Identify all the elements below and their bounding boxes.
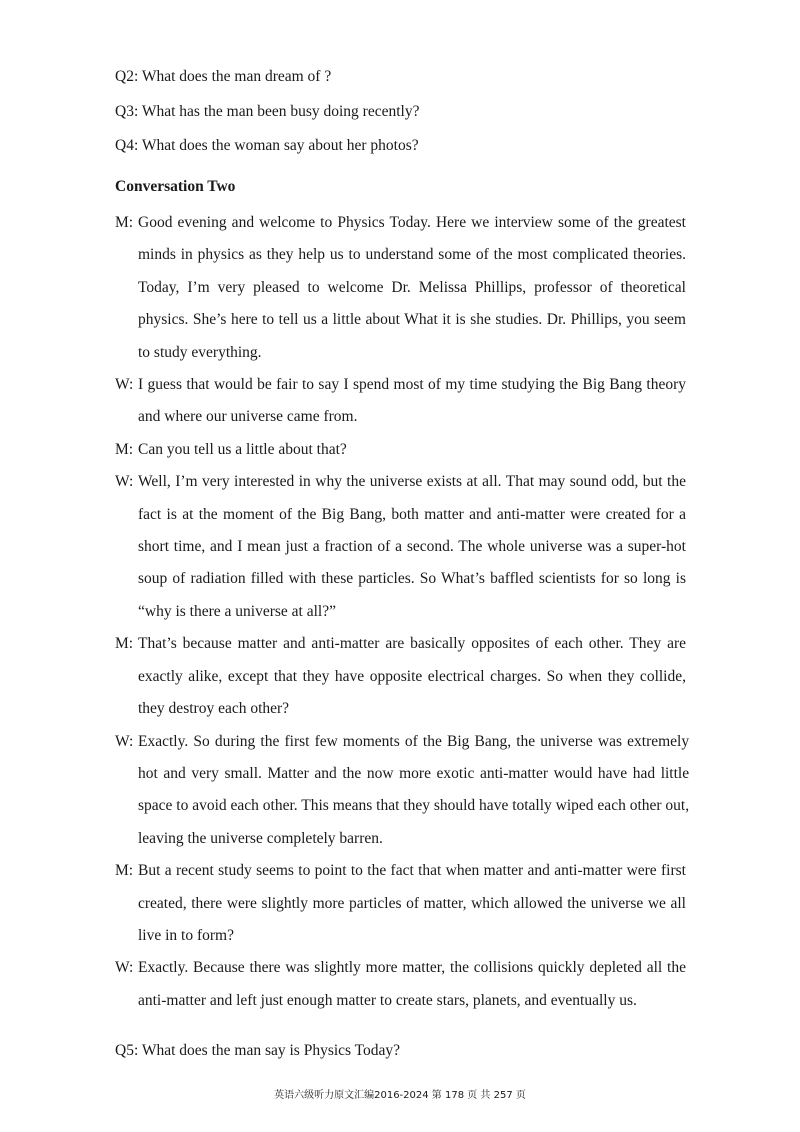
dialogue-line: to study everything. xyxy=(138,343,262,361)
dialogue-text xyxy=(138,369,686,434)
dialogue-line: minds in physics as they help us to understand some of the most complicated theories. xyxy=(138,246,686,264)
dialogue-text xyxy=(138,628,686,725)
question-5: Q5: What does the man say is Physics Today? xyxy=(115,1042,401,1059)
dialogue-line: exactly alike, except that they have opposite electrical charges. So when they collide, xyxy=(138,667,686,685)
dialogue-line: created, there were slightly more particles of matter, which allowed the universe we all xyxy=(138,894,686,912)
speaker-label: M: xyxy=(115,214,134,231)
dialogue-line: they destroy each other? xyxy=(138,700,290,718)
speaker-label: M: xyxy=(115,440,134,458)
dialogue-turn xyxy=(115,726,690,856)
dialogue-line: and where our universe came from. xyxy=(138,408,358,426)
dialogue-text xyxy=(138,207,686,369)
dialogue-line: hot and very small. Matter and the now more exotic anti-matter would have had little xyxy=(138,764,690,782)
section-heading: Conversation Two xyxy=(115,178,236,195)
speaker-label: W: xyxy=(115,376,134,394)
dialogue-line: “why is there a universe at all?” xyxy=(138,602,336,620)
dialogue-line: physics. She’s here to tell us a little about What it is she studies. Dr. Phillips, you seem xyxy=(138,311,686,329)
dialogue-line: soup of radiation filled with these particles. So What’s baffled scientists for so long is xyxy=(138,570,686,588)
conversation-transcript xyxy=(115,207,690,1017)
dialogue-turn xyxy=(115,952,686,1017)
dialogue-text xyxy=(138,855,686,952)
dialogue-line: I guess that would be fair to say I spend most of my time studying the Big Bang theory xyxy=(138,376,686,394)
dialogue-line: Exactly. So during the first few moments of the Big Bang, the universe was extremely xyxy=(138,732,690,750)
dialogue-turn xyxy=(115,466,686,628)
dialogue-text xyxy=(138,952,686,1017)
question-3: Q3: What has the man been busy doing recently? xyxy=(115,103,420,120)
dialogue-line: Well, I’m very interested in why the universe exists at all. That may sound odd, but the xyxy=(138,473,686,491)
dialogue-text xyxy=(138,466,686,628)
speaker-label: M: xyxy=(115,862,134,880)
dialogue-line: leaving the universe completely barren. xyxy=(138,829,383,847)
dialogue-line: But a recent study seems to point to the fact that when matter and anti-matter were first xyxy=(138,862,686,880)
dialogue-line: anti-matter and left just enough matter to create stars, planets, and eventually us. xyxy=(138,991,637,1009)
page-footer: 英语六级听力原文汇编2016-2024 第 178 页 共 257 页 xyxy=(274,1090,526,1101)
dialogue-line: Exactly. Because there was slightly more matter, the collisions quickly depleted all the xyxy=(138,959,686,977)
dialogue-turn xyxy=(115,855,686,952)
dialogue-text xyxy=(138,726,689,856)
dialogue-line: short time, and I mean just a fraction of a second. The whole universe was a super-hot xyxy=(138,538,686,556)
dialogue-line: That’s because matter and anti-matter are basically opposites of each other. They are xyxy=(138,635,686,653)
dialogue-line: Can you tell us a little about that? xyxy=(138,440,347,458)
dialogue-line: live in to form? xyxy=(138,926,234,944)
dialogue-turn xyxy=(115,628,686,725)
dialogue-turn xyxy=(115,207,686,369)
question-2: Q2: What does the man dream of ? xyxy=(115,68,332,85)
dialogue-turn xyxy=(115,434,686,466)
dialogue-turn xyxy=(115,369,686,434)
dialogue-line: fact is at the moment of the Big Bang, both matter and anti-matter were created for a xyxy=(138,505,686,523)
speaker-label: W: xyxy=(115,959,134,977)
dialogue-line: Today, I’m very pleased to welcome Dr. Melissa Phillips, professor of theoretical xyxy=(138,278,686,296)
dialogue-text xyxy=(138,434,686,466)
speaker-label: M: xyxy=(115,635,134,653)
question-4: Q4: What does the woman say about her photos? xyxy=(115,137,419,154)
speaker-label: W: xyxy=(115,732,134,750)
speaker-label: W: xyxy=(115,473,134,491)
dialogue-line: Good evening and welcome to Physics Today. Here we interview some of the greatest xyxy=(138,214,686,231)
dialogue-line: space to avoid each other. This means that they should have totally wiped each other out, xyxy=(138,797,690,815)
